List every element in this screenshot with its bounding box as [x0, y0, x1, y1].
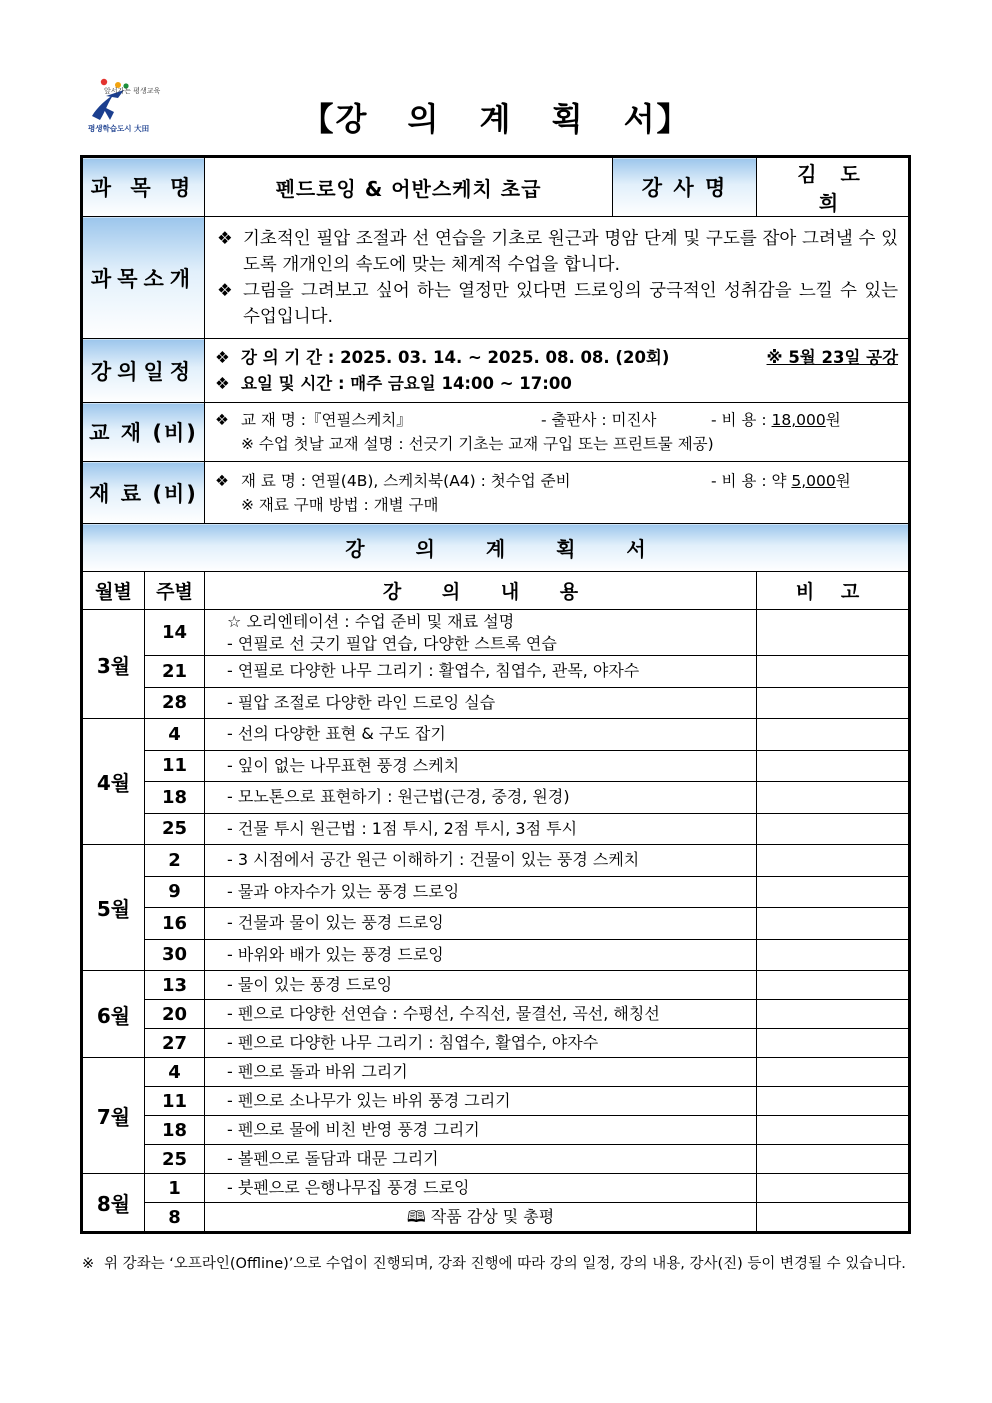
- month-cell: 6월: [83, 971, 145, 1058]
- note-cell: [757, 971, 909, 1000]
- lecture-plan-table: [82, 157, 909, 1232]
- week-cell: 8: [145, 1203, 205, 1232]
- diamond-bullet-icon: ❖: [215, 373, 230, 393]
- subject-label: 과 목 명: [83, 158, 205, 217]
- material-note: ※ 재료 구매 방법 : 개별 구매: [241, 495, 439, 514]
- textbook-label: 교 재 (비): [83, 403, 205, 462]
- week-cell: 18: [145, 782, 205, 814]
- content-line: - 선의 다양한 표현 & 구도 잡기: [227, 724, 446, 744]
- content-line: - 연필로 선 긋기 필압 연습, 다양한 스트록 연습: [227, 633, 557, 653]
- table-row: [83, 750, 909, 782]
- table-row: [83, 1174, 909, 1203]
- note-cell: [757, 1087, 909, 1116]
- schedule-label: 강의일정: [83, 339, 205, 403]
- content-line: - 바위와 배가 있는 풍경 드로잉: [227, 944, 444, 964]
- content-cell: [205, 939, 757, 971]
- textbook-publisher: - 출판사 : 미진사: [541, 411, 657, 429]
- plan-section-title: 강 의 계 획 서: [83, 524, 909, 572]
- table-row: [83, 687, 909, 719]
- table-row: [83, 813, 909, 845]
- week-cell: 25: [145, 1145, 205, 1174]
- week-cell: 11: [145, 750, 205, 782]
- content-line: 🕮 작품 감상 및 총평: [406, 1207, 555, 1226]
- table-row: [83, 1000, 909, 1029]
- diamond-bullet-icon: ❖: [215, 471, 229, 490]
- week-cell: 30: [145, 939, 205, 971]
- intro-item: ❖ 그림을 그려보고 싶어 하는 열정만 있다면 드로잉의 궁극적인 성취감을 느낄 수 있는 수업입니다.: [217, 278, 898, 330]
- month-cell: 7월: [83, 1058, 145, 1174]
- note-cell: [757, 719, 909, 751]
- content-cell: [205, 1145, 757, 1174]
- content-line: - 펜으로 다양한 나무 그리기 : 침엽수, 활엽수, 야자수: [227, 1033, 599, 1052]
- schedule-holiday: ※ 5월 23일 공강: [766, 347, 899, 367]
- content-cell: [205, 1174, 757, 1203]
- col-content-header: 강 의 내 용: [205, 572, 757, 610]
- week-cell: 9: [145, 876, 205, 908]
- week-cell: 28: [145, 687, 205, 719]
- diamond-bullet-icon: ❖: [217, 280, 233, 301]
- table-row: [83, 782, 909, 814]
- table-row: [83, 610, 909, 656]
- note-cell: [757, 687, 909, 719]
- schedule-period: 강 의 기 간 : 2025. 03. 14. ~ 2025. 08. 08. (20회): [241, 347, 670, 367]
- week-cell: 27: [145, 1029, 205, 1058]
- content-cell: [205, 1203, 757, 1232]
- material-name: 재 료 명 : 연필(4B), 스케치북(A4) : 첫수업 준비: [241, 471, 571, 490]
- schedule-time: 요일 및 시간 : 매주 금요일 14:00 ~ 17:00: [241, 373, 572, 393]
- intro-label: 과목소개: [83, 217, 205, 339]
- table-row: [83, 876, 909, 908]
- content-line: ☆ 오리엔테이션 : 수업 준비 및 재료 설명: [227, 611, 515, 631]
- content-line: - 펜으로 돌과 바위 그리기: [227, 1062, 408, 1081]
- table-row: [83, 845, 909, 877]
- week-cell: 21: [145, 656, 205, 688]
- content-cell: [205, 1058, 757, 1087]
- content-line: - 펜으로 물에 비친 반영 풍경 그리기: [227, 1120, 480, 1139]
- material-cost: - 비 용 : 약 5,000원: [711, 471, 851, 490]
- note-cell: [757, 876, 909, 908]
- textbook-content: [205, 403, 909, 462]
- content-cell: [205, 656, 757, 688]
- table-row: [83, 1145, 909, 1174]
- content-line: - 건물과 물이 있는 풍경 드로잉: [227, 913, 444, 933]
- week-cell: 4: [145, 1058, 205, 1087]
- month-cell: 3월: [83, 610, 145, 719]
- note-cell: [757, 1174, 909, 1203]
- week-cell: 16: [145, 908, 205, 940]
- content-cell: [205, 750, 757, 782]
- content-cell: [205, 610, 757, 656]
- instructor-value: 김도희: [757, 158, 909, 217]
- textbook-note: ※ 수업 첫날 교재 설명 : 선긋기 기초는 교재 구입 또는 프린트물 제공): [241, 435, 714, 453]
- content-line: - 잎이 없는 나무표현 풍경 스케치: [227, 755, 460, 775]
- table-row: [83, 1203, 909, 1232]
- table-row: [83, 719, 909, 751]
- col-note-header: 비 고: [757, 572, 909, 610]
- note-cell: [757, 939, 909, 971]
- note-cell: [757, 908, 909, 940]
- note-cell: [757, 813, 909, 845]
- week-cell: 18: [145, 1116, 205, 1145]
- table-row: [83, 908, 909, 940]
- week-cell: 14: [145, 610, 205, 656]
- note-cell: [757, 845, 909, 877]
- content-line: - 연필로 다양한 나무 그리기 : 활엽수, 침엽수, 관목, 야자수: [227, 661, 640, 681]
- note-cell: [757, 656, 909, 688]
- diamond-bullet-icon: ❖: [217, 228, 233, 249]
- diamond-bullet-icon: ❖: [215, 411, 229, 429]
- note-cell: [757, 1058, 909, 1087]
- table-row: [83, 971, 909, 1000]
- note-cell: [757, 750, 909, 782]
- material-content: [205, 462, 909, 524]
- note-cell: [757, 1029, 909, 1058]
- table-row: [83, 1087, 909, 1116]
- note-cell: [757, 610, 909, 656]
- content-line: - 펜으로 소나무가 있는 바위 풍경 그리기: [227, 1091, 511, 1110]
- note-cell: [757, 782, 909, 814]
- week-cell: 2: [145, 845, 205, 877]
- plan-rows: [83, 610, 909, 1232]
- month-cell: 5월: [83, 845, 145, 971]
- content-line: - 펜으로 다양한 선연습 : 수평선, 수직선, 물결선, 곡선, 해칭선: [227, 1004, 660, 1023]
- schedule-content: [205, 339, 909, 403]
- note-cell: [757, 1000, 909, 1029]
- content-line: - 3 시점에서 공간 원근 이해하기 : 건물이 있는 풍경 스케치: [227, 850, 640, 870]
- content-cell: [205, 971, 757, 1000]
- table-row: [83, 1116, 909, 1145]
- week-cell: 25: [145, 813, 205, 845]
- month-cell: 8월: [83, 1174, 145, 1232]
- note-cell: [757, 1203, 909, 1232]
- diamond-bullet-icon: ❖: [215, 347, 230, 367]
- content-cell: [205, 1116, 757, 1145]
- col-week-header: 주별: [145, 572, 205, 610]
- content-cell: [205, 1000, 757, 1029]
- document-title: 【강 의 계 획 서】: [301, 100, 691, 138]
- note-cell: [757, 1145, 909, 1174]
- content-cell: [205, 1029, 757, 1058]
- content-line: - 필압 조절로 다양한 라인 드로잉 실습: [227, 692, 496, 712]
- content-line: - 볼펜으로 돌담과 대문 그리기: [227, 1149, 439, 1168]
- content-line: - 건물 투시 원근법 : 1점 투시, 2점 투시, 3점 투시: [227, 818, 578, 838]
- week-cell: 1: [145, 1174, 205, 1203]
- instructor-label: 강 사 명: [613, 158, 757, 217]
- week-cell: 4: [145, 719, 205, 751]
- intro-content: [205, 217, 909, 339]
- subject-value: 펜드로잉 & 어반스케치 초급: [205, 158, 613, 217]
- table-row: [83, 656, 909, 688]
- content-cell: [205, 908, 757, 940]
- content-cell: [205, 687, 757, 719]
- content-cell: [205, 845, 757, 877]
- month-cell: 4월: [83, 719, 145, 845]
- footer-note: ※ 위 강좌는 ‘오프라인(Offline)’으로 수업이 진행되며, 강좌 진행에 따라 강의 일정, 강의 내용, 강사(진) 등이 변경될 수 있습니다.: [82, 1256, 906, 1272]
- content-cell: [205, 876, 757, 908]
- content-cell: [205, 719, 757, 751]
- table-row: [83, 939, 909, 971]
- content-line: - 모노톤으로 표현하기 : 원근법(근경, 중경, 원경): [227, 787, 570, 807]
- logo-slogan: 앞서가는 평생교육: [104, 87, 161, 95]
- week-cell: 20: [145, 1000, 205, 1029]
- content-cell: [205, 1087, 757, 1116]
- content-cell: [205, 782, 757, 814]
- material-label: 재 료 (비): [83, 462, 205, 524]
- content-cell: [205, 813, 757, 845]
- content-line: - 붓펜으로 은행나무집 풍경 드로잉: [227, 1178, 470, 1197]
- intro-item: ❖ 기초적인 필압 조절과 선 연습을 기초로 원근과 명암 단계 및 구도를 잡아 그려낼 수 있도록 개개인의 속도에 맞는 체계적 수업을 합니다.: [217, 226, 898, 278]
- logo-city-text: 평생학습도시 大田: [88, 124, 150, 133]
- content-line: - 물과 야자수가 있는 풍경 드로잉: [227, 881, 460, 901]
- note-cell: [757, 1116, 909, 1145]
- week-cell: 13: [145, 971, 205, 1000]
- textbook-cost: - 비 용 : 18,000원: [711, 411, 841, 429]
- textbook-name: 교 재 명 :『연필스케치』: [241, 411, 412, 429]
- content-line: - 물이 있는 풍경 드로잉: [227, 975, 393, 994]
- table-row: [83, 1029, 909, 1058]
- table-row: [83, 1058, 909, 1087]
- col-month-header: 월별: [83, 572, 145, 610]
- week-cell: 11: [145, 1087, 205, 1116]
